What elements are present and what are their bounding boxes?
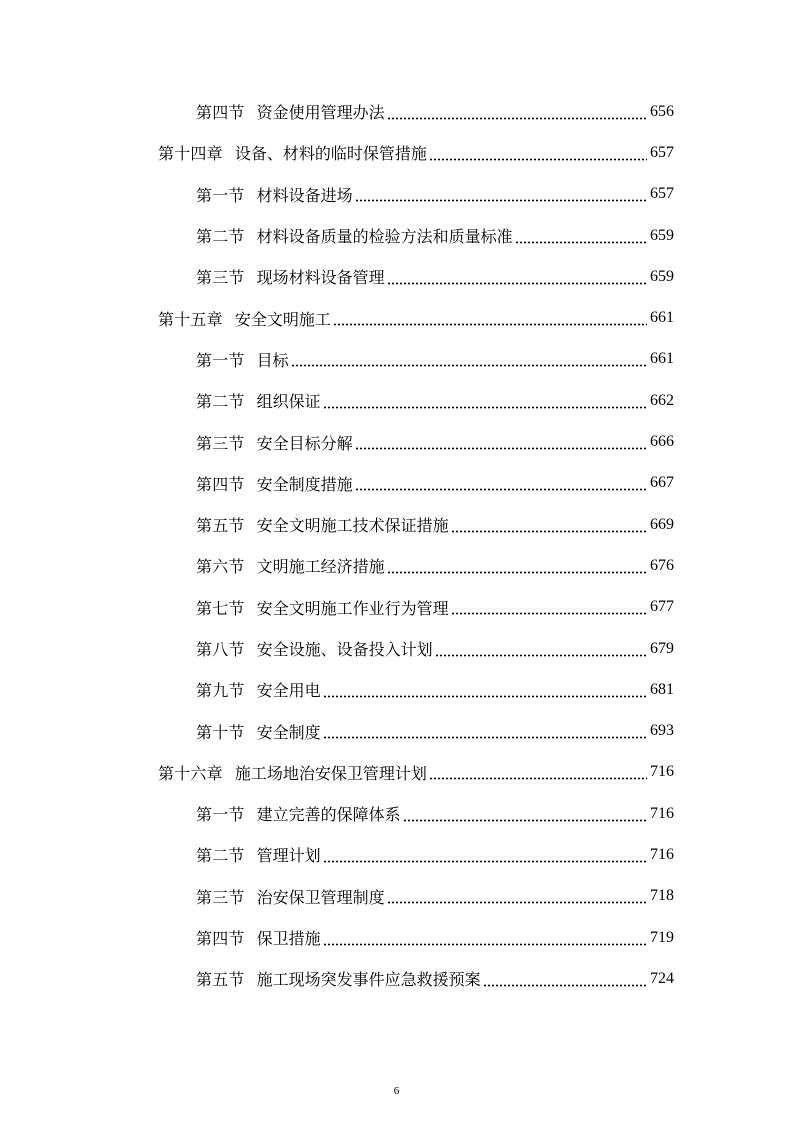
table-of-contents (0, 91, 793, 1000)
toc-entry-title: 现场材料设备管理 (256, 268, 385, 288)
toc-entry-page-number: 681 (650, 680, 674, 698)
toc-entry-label: 第九节 (196, 681, 245, 701)
toc-entry-page-number: 718 (650, 887, 674, 905)
toc-entry-title: 安全用电 (256, 681, 321, 701)
toc-entry-label: 第一节 (196, 185, 245, 205)
toc-entry-title: 组织保证 (256, 392, 321, 412)
toc-section-entry[interactable] (0, 876, 793, 917)
toc-entry-label: 第二节 (196, 846, 245, 866)
toc-entry-page-number: 677 (650, 598, 674, 616)
dot-leader (429, 764, 647, 780)
dot-leader (483, 971, 647, 987)
dot-leader (451, 599, 647, 615)
toc-section-entry[interactable] (0, 256, 793, 297)
toc-entry-title: 安全制度措施 (256, 474, 353, 494)
toc-entry-page-number: 667 (650, 474, 674, 492)
toc-section-entry[interactable] (0, 545, 793, 586)
toc-entry-page-number: 659 (650, 267, 674, 285)
toc-section-entry[interactable] (0, 628, 793, 669)
toc-entry-title: 安全设施、设备投入计划 (256, 640, 433, 659)
dot-leader (387, 558, 647, 574)
toc-chapter-entry[interactable] (0, 132, 793, 173)
toc-entry-page-number: 666 (650, 433, 674, 451)
dot-leader (435, 641, 647, 657)
toc-entry-page-number: 656 (650, 102, 674, 120)
dot-leader (515, 228, 647, 244)
dot-leader (323, 847, 647, 863)
toc-entry-label: 第二节 (196, 227, 245, 247)
toc-entry-label: 第十节 (196, 722, 245, 742)
toc-entry-title: 资金使用管理办法 (256, 103, 385, 123)
dot-leader (355, 475, 647, 491)
toc-section-entry[interactable] (0, 710, 793, 751)
dot-leader (323, 393, 647, 409)
page-number: 6 (393, 1085, 400, 1097)
toc-section-entry[interactable] (0, 917, 793, 958)
dot-leader (387, 104, 647, 120)
toc-entry-label: 第四节 (196, 474, 245, 494)
toc-entry-title: 目标 (256, 350, 289, 370)
dot-leader (323, 723, 647, 739)
dot-leader (387, 269, 647, 285)
dot-leader (355, 186, 647, 202)
toc-entry-page-number: 693 (650, 722, 674, 740)
toc-entry-title: 安全文明施工 (234, 309, 331, 329)
toc-entry-label: 第六节 (196, 557, 245, 577)
toc-entry-title: 安全目标分解 (256, 433, 353, 453)
toc-entry-title: 材料设备质量的检验方法和质量标准 (256, 227, 513, 247)
toc-section-entry[interactable] (0, 587, 793, 628)
toc-entry-page-number: 716 (650, 763, 674, 781)
toc-entry-page-number: 716 (650, 804, 674, 822)
toc-entry-label: 第三节 (196, 433, 245, 453)
toc-section-entry[interactable] (0, 504, 793, 545)
dot-leader (451, 517, 647, 533)
toc-entry-label: 第七节 (196, 598, 245, 618)
toc-entry-label: 第二节 (196, 392, 245, 412)
toc-entry-page-number: 724 (650, 969, 674, 987)
toc-entry-title: 施工场地治安保卫管理计划 (234, 763, 427, 783)
toc-entry-label: 第五节 (196, 516, 245, 536)
toc-entry-page-number: 661 (650, 350, 674, 368)
toc-entry-title: 建立完善的保障体系 (256, 805, 401, 825)
toc-entry-label: 第一节 (196, 805, 245, 825)
toc-entry-title: 治安保卫管理制度 (256, 887, 385, 907)
dot-leader (429, 145, 647, 161)
toc-chapter-entry[interactable] (0, 752, 793, 793)
toc-section-entry[interactable] (0, 958, 793, 999)
dot-leader (333, 310, 647, 326)
toc-entry-label: 第一节 (196, 350, 245, 370)
toc-section-entry[interactable] (0, 793, 793, 834)
dot-leader (355, 434, 647, 450)
toc-entry-label: 第十五章 (158, 309, 223, 329)
toc-entry-title: 管理计划 (256, 846, 321, 866)
toc-entry-title: 保卫措施 (256, 929, 321, 949)
toc-entry-page-number: 657 (650, 143, 674, 161)
toc-section-entry[interactable] (0, 215, 793, 256)
toc-entry-page-number: 657 (650, 185, 674, 203)
toc-entry-title: 设备、材料的临时保管措施 (234, 144, 427, 164)
toc-entry-page-number: 662 (650, 391, 674, 409)
dot-leader (387, 888, 647, 904)
dot-leader (323, 930, 647, 946)
toc-section-entry[interactable] (0, 463, 793, 504)
toc-entry-page-number: 716 (650, 845, 674, 863)
toc-entry-label: 第十六章 (158, 763, 223, 783)
dot-leader (403, 806, 647, 822)
toc-entry-label: 第五节 (196, 970, 245, 990)
toc-entry-title: 材料设备进场 (256, 185, 353, 205)
toc-section-entry[interactable] (0, 339, 793, 380)
toc-entry-page-number: 679 (650, 639, 674, 657)
toc-entry-title: 施工现场突发事件应急救援预案 (256, 970, 481, 990)
toc-entry-label: 第三节 (196, 268, 245, 288)
toc-entry-title: 安全文明施工作业行为管理 (256, 598, 449, 618)
toc-section-entry[interactable] (0, 669, 793, 710)
toc-chapter-entry[interactable] (0, 297, 793, 338)
toc-section-entry[interactable] (0, 834, 793, 875)
dot-leader (291, 351, 647, 367)
toc-entry-page-number: 669 (650, 515, 674, 533)
toc-entry-page-number: 661 (650, 309, 674, 327)
toc-entry-page-number: 719 (650, 928, 674, 946)
toc-entry-label: 第十四章 (158, 144, 223, 164)
dot-leader (323, 682, 647, 698)
toc-entry-title: 安全制度 (256, 722, 321, 742)
toc-entry-page-number: 676 (650, 556, 674, 574)
toc-section-entry[interactable] (0, 421, 793, 462)
toc-entry-label: 第八节 (196, 640, 245, 659)
toc-entry-label: 第四节 (196, 929, 245, 949)
toc-entry-label: 第四节 (196, 103, 245, 123)
toc-entry-title: 文明施工经济措施 (256, 557, 385, 577)
toc-entry-title: 安全文明施工技术保证措施 (256, 516, 449, 536)
toc-section-entry[interactable] (0, 174, 793, 215)
toc-section-entry[interactable] (0, 91, 793, 132)
toc-section-entry[interactable] (0, 380, 793, 421)
toc-entry-page-number: 659 (650, 226, 674, 244)
toc-entry-label: 第三节 (196, 887, 245, 907)
